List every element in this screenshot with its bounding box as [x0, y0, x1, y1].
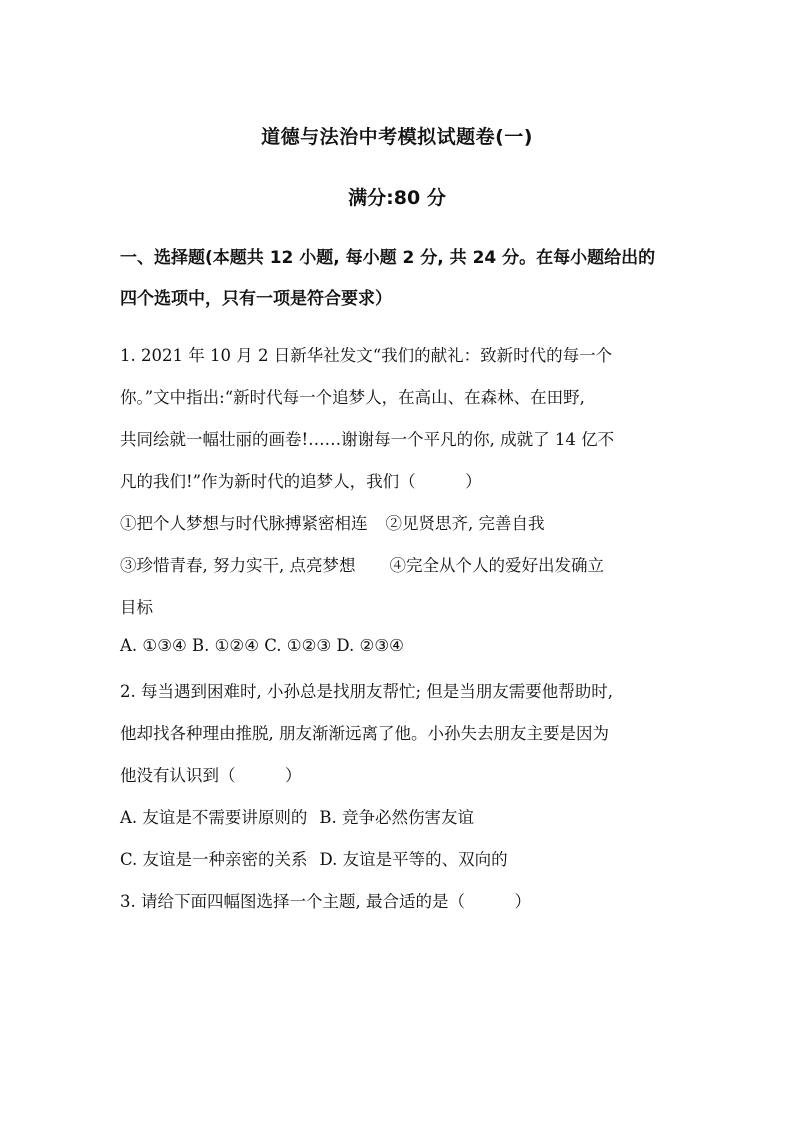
q2-stem-line-3: 他没有认识到（ ）: [120, 766, 302, 785]
q1-statement-1: ①把个人梦想与时代脉搏紧密相连: [120, 514, 368, 533]
q1-statement-2: ②见贤思齐, 完善自我: [385, 514, 545, 533]
q2-choice-row-1: [120, 804, 686, 828]
q3-stem-line-1: 3. 请给下面四幅图选择一个主题, 最合适的是（ ）: [120, 892, 531, 911]
q2-choice-row-2: [120, 846, 686, 870]
q1-statement-row-1: [120, 510, 686, 534]
q1-statement-4-continued: 目标: [120, 598, 153, 617]
section-heading-line-1: 一、选择题(本题共 12 小题, 每小题 2 分, 共 24 分。在每小题给出的: [120, 248, 656, 268]
section-heading-line-2: 四个选项中，只有一项是符合要求）: [120, 289, 392, 309]
q2-choice-a: A. 友谊是不需要讲原则的: [120, 808, 308, 827]
q1-stem-line-2: 你。”文中指出:“新时代每一个追梦人，在高山、在森林、在田野,: [120, 388, 585, 407]
q1-answer-choices: A. ①③④ B. ①②④ C. ①②③ D. ②③④: [120, 636, 404, 655]
q1-stem-line-1: 1. 2021 年 10 月 2 日新华社发文“我们的献礼：致新时代的每一个: [120, 346, 613, 365]
q1-stem-line-3: 共同绘就一幅壮丽的画卷!……谢谢每一个平凡的你, 成就了 14 亿不: [120, 430, 615, 449]
q2-choice-c: C. 友谊是一种亲密的关系: [120, 850, 308, 869]
q2-choice-d: D. 友谊是平等的、双向的: [319, 850, 508, 869]
q1-statement-3: ③珍惜青春, 努力实干, 点亮梦想: [120, 556, 356, 575]
q1-statement-row-2: [120, 552, 686, 576]
full-score: 满分:80 分: [348, 187, 446, 209]
exam-title: 道德与法治中考模拟试题卷(一): [261, 126, 533, 148]
q2-stem-line-2: 他却找各种理由推脱, 朋友渐渐远离了他。小孙失去朋友主要是因为: [120, 724, 609, 743]
q2-stem-line-1: 2. 每当遇到困难时, 小孙总是找朋友帮忙; 但是当朋友需要他帮助时,: [120, 682, 614, 701]
q1-statement-4: ④完全从个人的爱好出发确立: [389, 556, 604, 575]
q1-stem-line-4: 凡的我们!”作为新时代的追梦人，我们（ ）: [120, 472, 482, 491]
q2-choice-b: B. 竞争必然伤害友谊: [319, 808, 475, 827]
